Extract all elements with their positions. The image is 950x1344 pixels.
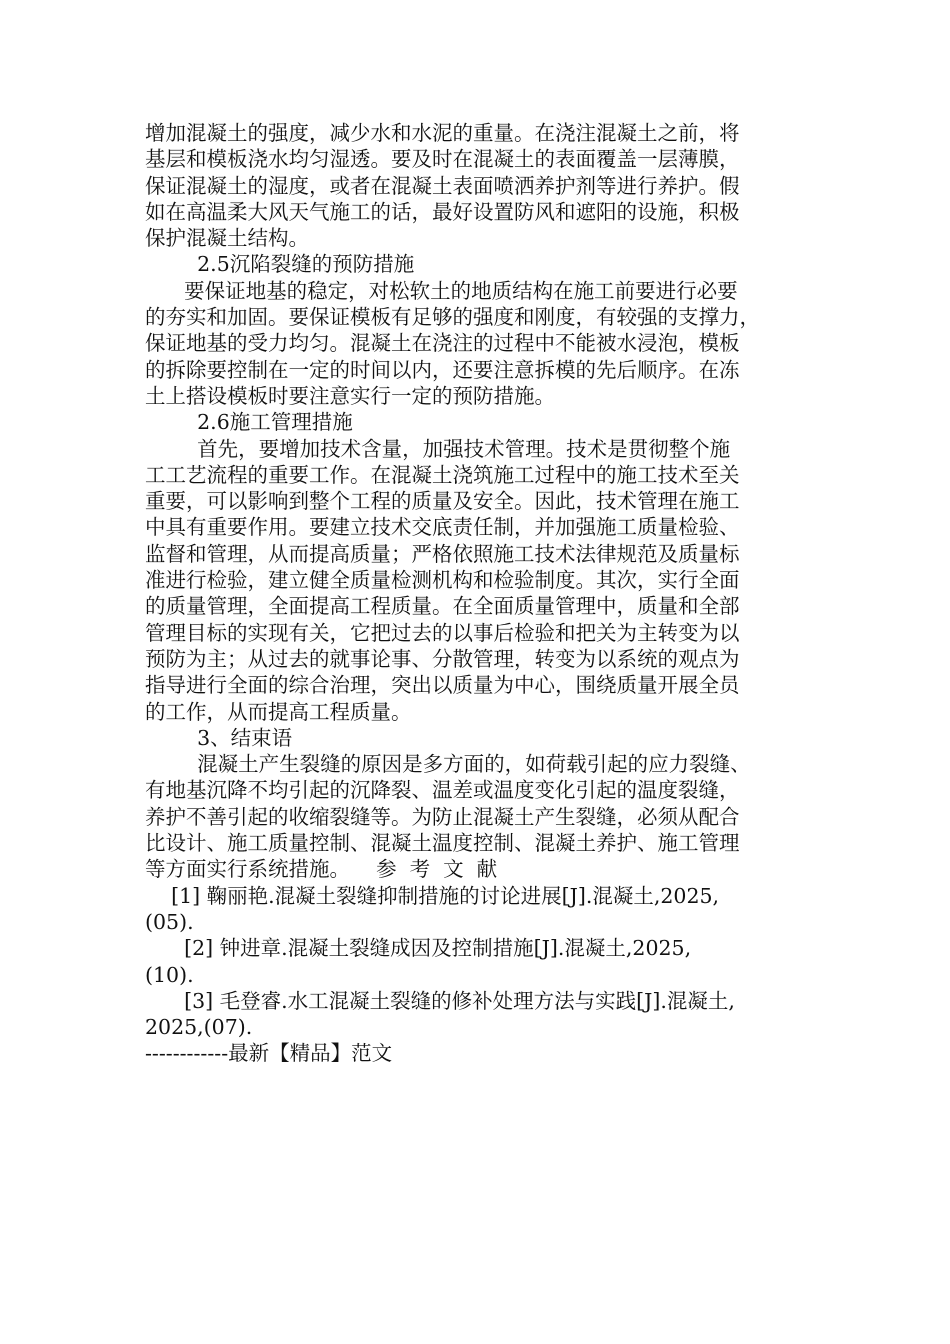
text-line: 中具有重要作用。要建立技术交底责任制，并加强施工质量检验、: [145, 515, 740, 540]
text-line: 指导进行全面的综合治理，突出以质量为中心，围绕质量开展全员: [145, 673, 740, 698]
text-line: 保护混凝土结构。: [145, 226, 309, 251]
text-line: 增加混凝土的强度，减少水和水泥的重量。在浇注混凝土之前，将: [145, 121, 740, 145]
text-line: 的拆除要控制在一定的时间以内，还要注意拆模的先后顺序。在冻: [145, 357, 740, 382]
text-line: 土上搭设模板时要注意实行一定的预防措施。: [145, 383, 555, 408]
document-body: [145, 120, 825, 1040]
reference-line: 2025,(07).: [145, 1015, 253, 1040]
reference-line: [3] 毛登睿.水工混凝土裂缝的修补处理方法与实践[J].混凝土,: [145, 988, 735, 1013]
reference-line: (10).: [145, 962, 194, 987]
text-line: 监督和管理，从而提高质量；严格依照施工技术法律规范及质量标: [145, 541, 740, 566]
section-heading: 3、结束语: [145, 725, 293, 750]
section-heading: 2.6施工管理措施: [145, 410, 353, 435]
section-heading: 2.5沉陷裂缝的预防措施: [145, 252, 415, 277]
reference-line: [1] 鞠丽艳.混凝土裂缝抑制措施的讨论进展[J].混凝土,2025,: [145, 883, 720, 908]
text-line: 混凝土产生裂缝的原因是多方面的，如荷载引起的应力裂缝、: [145, 752, 751, 777]
text-line: 的夯实和加固。要保证模板有足够的强度和刚度，有较强的支撑力，: [145, 305, 760, 330]
text-line: 要保证地基的稳定，对松软土的地质结构在施工前要进行必要: [145, 278, 738, 303]
text-line: 比设计、施工质量控制、混凝土温度控制、混凝土养护、施工管理: [145, 831, 740, 856]
text-line: 重要，可以影响到整个工程的质量及安全。因此，技术管理在施工: [145, 489, 740, 514]
reference-line: (05).: [145, 909, 194, 934]
text-line: 首先，要增加技术含量，加强技术管理。技术是贯彻整个施: [145, 436, 731, 461]
text-line: 等方面实行系统措施。 参 考 文 献: [145, 857, 498, 882]
text-line: 有地基沉降不均引起的沉降裂、温差或温度变化引起的温度裂缝，: [145, 778, 740, 803]
text-line: 如在高温柔大风天气施工的话，最好设置防风和遮阳的设施，积极: [145, 199, 740, 224]
text-line: 保证地基的受力均匀。混凝土在浇注的过程中不能被水浸泡，模板: [145, 331, 740, 356]
text-line: 工工艺流程的重要工作。在混凝土浇筑施工过程中的施工技术至关: [145, 462, 740, 487]
text-line: 准进行检验，建立健全质量检测机构和检验制度。其次，实行全面: [145, 568, 740, 593]
text-line: 养护不善引起的收缩裂缝等。为防止混凝土产生裂缝，必须从配合: [145, 804, 740, 829]
text-line: 的质量管理，全面提高工程质量。在全面质量管理中，质量和全部: [145, 594, 740, 619]
text-line: 基层和模板浇水均匀湿透。要及时在混凝土的表面覆盖一层薄膜，: [145, 147, 740, 172]
text-line: 保证混凝土的湿度，或者在混凝土表面喷洒养护剂等进行养护。假: [145, 173, 740, 198]
footer-text: ------------最新【精品】范文: [145, 1041, 393, 1065]
reference-line: [2] 钟进章.混凝土裂缝成因及控制措施[J].混凝土,2025,: [145, 936, 692, 961]
text-line: 管理目标的实现有关，它把过去的以事后检验和把关为主转变为以: [145, 620, 740, 645]
text-line: 的工作，从而提高工程质量。: [145, 699, 412, 724]
text-line: 预防为主；从过去的就事论事、分散管理，转变为以系统的观点为: [145, 646, 740, 671]
